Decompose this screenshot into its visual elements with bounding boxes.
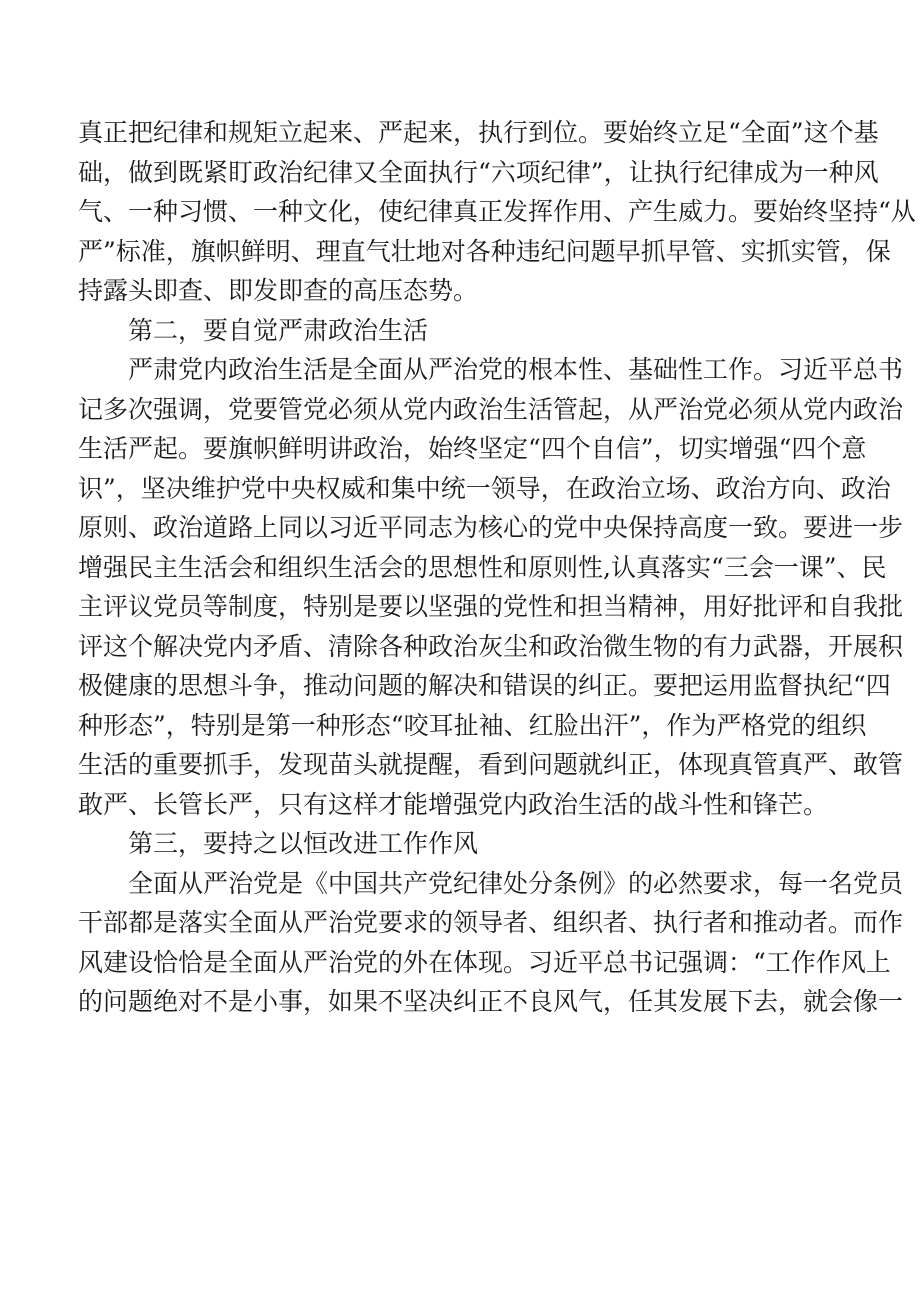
text-line: 生活严起。要旗帜鲜明讲政治，始终坚定“四个自信”，切实增强“四个意 xyxy=(78,434,867,463)
section-heading-second xyxy=(78,311,856,351)
text-line: 气、一种习惯、一种文化，使纪律真正发挥作用、产生威力。要始终坚持“从 xyxy=(78,197,916,226)
heading-text: 第二，要自觉严肃政治生活 xyxy=(128,315,429,345)
text-line: 风建设恰恰是全面从严治党的外在体现。习近平总书记强调：“工作作风上 xyxy=(78,947,891,977)
paragraph-political-life xyxy=(78,350,904,824)
paragraph-work-style xyxy=(78,864,904,1022)
text-line: 评这个解决党内矛盾、清除各种政治灰尘和政治微生物的有力武器，开展积 xyxy=(78,631,904,661)
text-line: 严肃党内政治生活是全面从严治党的根本性、基础性工作。习近平总书 xyxy=(128,355,904,384)
text-line: 敢严、长管长严，只有这样才能增强党内政治生活的战斗性和锋芒。 xyxy=(78,789,829,819)
heading-text: 第三，要持之以恒改进工作作风 xyxy=(128,829,479,858)
text-line: 础，做到既紧盯政治纪律又全面执行“六项纪律”，让执行纪律成为一种风 xyxy=(78,157,879,187)
text-line: 记多次强调，党要管党必须从党内政治生活管起，从严治党必须从党内政治 xyxy=(78,394,904,424)
text-line: 全面从严治党是《中国共产党纪律处分条例》的必然要求，每一名党员 xyxy=(128,868,904,898)
text-line: 主评议党员等制度，特别是要以坚强的党性和担当精神，用好批评和自我批 xyxy=(78,592,904,621)
paragraph-discipline-continued xyxy=(78,113,916,311)
text-line: 持露头即查、即发即查的高压态势。 xyxy=(78,276,479,305)
text-line: 生活的重要抓手，发现苗头就提醒，看到问题就纠正，体现真管真严、敢管 xyxy=(78,750,904,779)
text-line: 识”，坚决维护党中央权威和集中统一领导，在政治立场、政治方向、政治 xyxy=(78,473,891,503)
text-line: 增强民主生活会和组织生活会的思想性和原则性,认真落实“三会一课”、民 xyxy=(78,552,887,582)
text-line: 真正把纪律和规矩立起来、严起来，执行到位。要始终立足“全面”这个基 xyxy=(78,118,879,147)
text-line: 的问题绝对不是小事，如果不坚决纠正不良风气，任其发展下去，就会像一 xyxy=(78,987,904,1016)
section-heading-third xyxy=(78,824,856,864)
document-body xyxy=(78,113,916,1022)
text-line: 极健康的思想斗争，推动问题的解决和错误的纠正。要把运用监督执纪“四 xyxy=(78,671,891,700)
text-line: 干部都是落实全面从严治党要求的领导者、组织者、执行者和推动者。而作 xyxy=(78,908,904,937)
text-line: 原则、政治道路上同以习近平同志为核心的党中央保持高度一致。要进一步 xyxy=(78,513,904,542)
text-line: 严”标准，旗帜鲜明、理直气壮地对各种违纪问题早抓早管、实抓实管，保 xyxy=(78,236,891,266)
text-line: 种形态”，特别是第一种形态“咬耳扯袖、红脸出汗”，作为严格党的组织 xyxy=(78,710,867,740)
